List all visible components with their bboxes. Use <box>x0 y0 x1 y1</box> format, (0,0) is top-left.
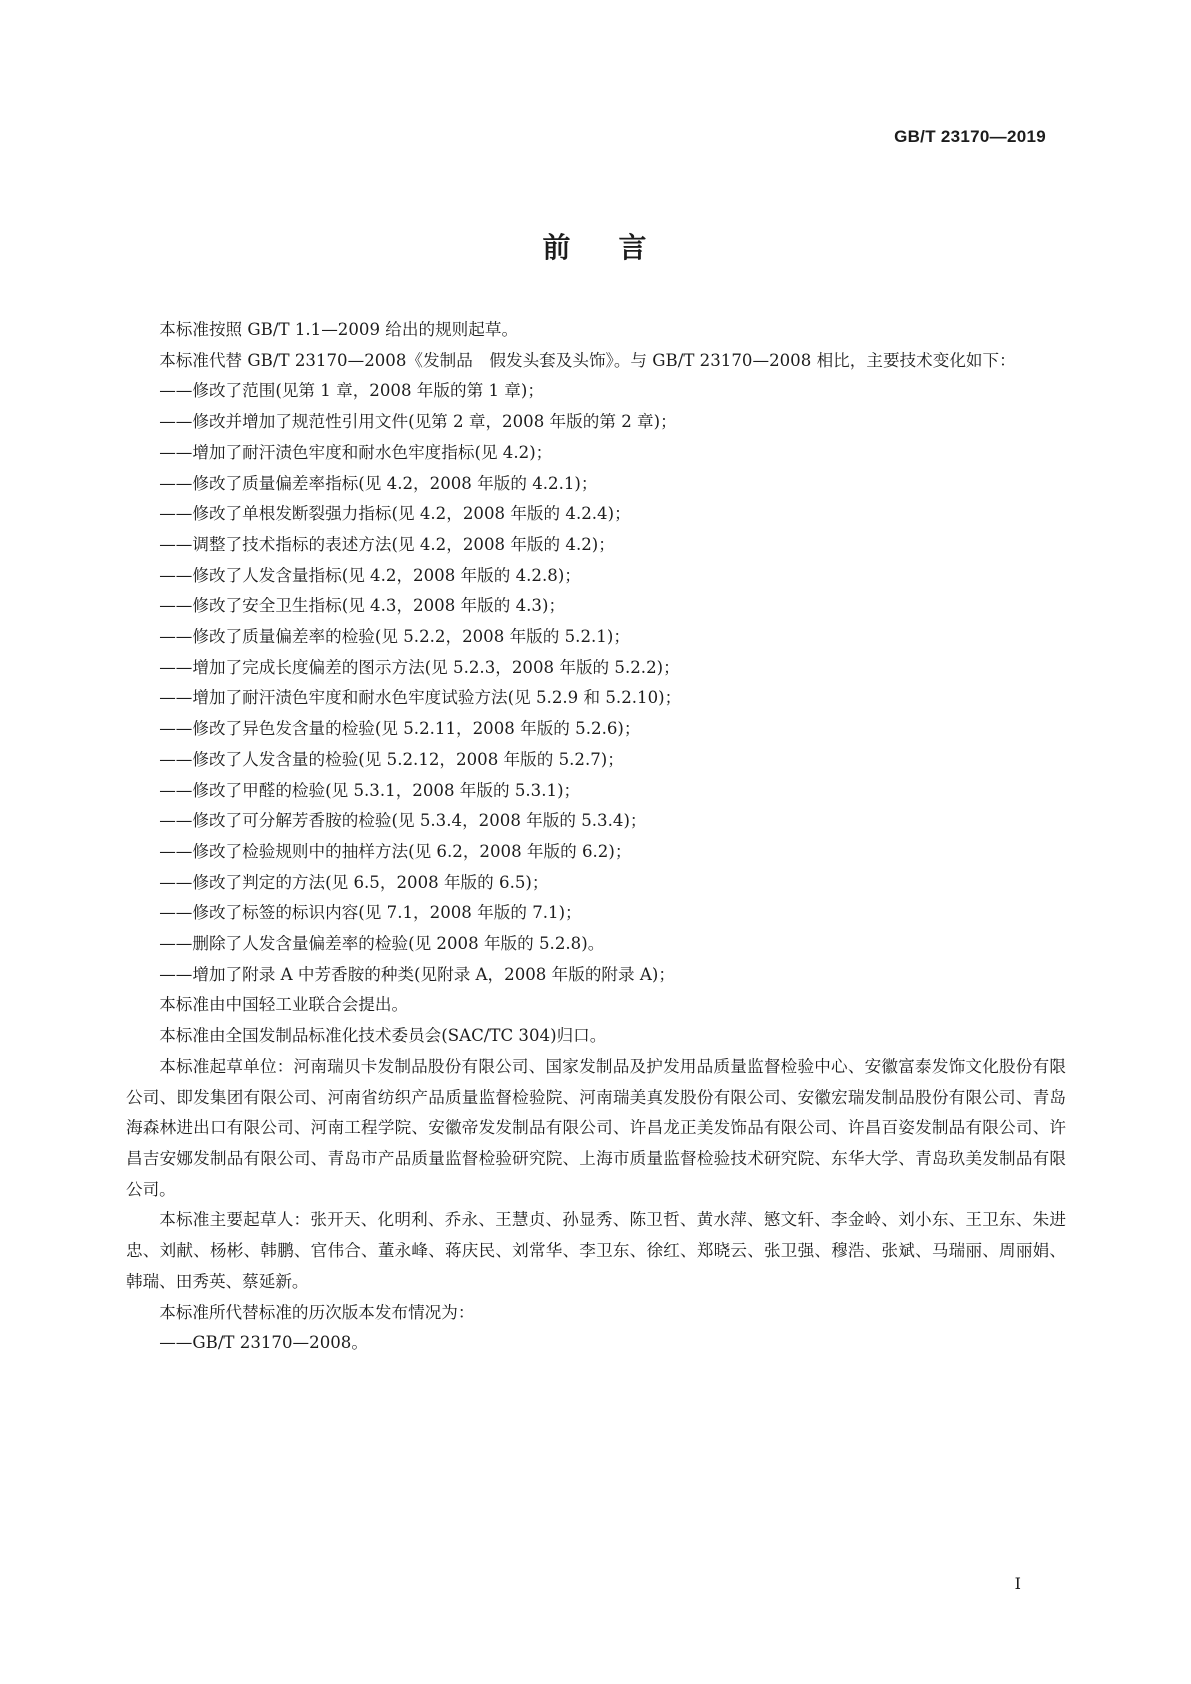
change-item: ——修改了异色发含量的检验(见 5.2.11，2008 年版的 5.2.6)； <box>159 719 641 739</box>
foreword-body <box>126 315 1066 1359</box>
change-item: ——修改了人发含量的检验(见 5.2.12，2008 年版的 5.2.7)； <box>159 749 624 769</box>
page-title <box>0 226 1191 266</box>
change-item: ——修改了判定的方法(见 6.5，2008 年版的 6.5)； <box>159 872 549 892</box>
change-item: ——修改了单根发断裂强力指标(见 4.2，2008 年版的 4.2.4)； <box>159 504 631 524</box>
change-item: ——增加了附录 A 中芳香胺的种类(见附录 A，2008 年版的附录 A)； <box>159 964 675 984</box>
paragraph-replaces: 本标准代替 GB/T 23170—2008《发制品 假发头套及头饰》。与 GB/T 23170—2008 相比，主要技术变化如下： <box>159 350 1016 370</box>
change-item: ——修改了标签的标识内容(见 7.1，2008 年版的 7.1)； <box>159 903 582 923</box>
paragraph-drafting-units: 本标准起草单位：河南瑞贝卡发制品股份有限公司、国家发制品及护发用品质量监督检验中心、安徽富泰发饰文化股份有限公司、即发集团有限公司、河南省纺织产品质量监督检验院、河南瑞美真发股份有限公司、安徽宏瑞发制品股份有限公司、青岛海森林进出口有限公司、河南工程学院、安徽帝发发制品有限公司、许昌龙正美发饰品有限公司、许昌百姿发制品有限公司、许昌吉安娜发制品有限公司、青岛市产品质量监督检验研究院、上海市质量监督检验技术研究院、东华大学、青岛玖美发制品有限公司。 <box>126 1056 1066 1199</box>
paragraph-drafters: 本标准主要起草人：张开天、化明利、乔永、王慧贞、孙显秀、陈卫哲、黄水萍、慜文轩、李金岭、刘小东、王卫东、朱进忠、刘献、杨彬、韩鹏、官伟合、董永峰、蒋庆民、刘常华、李卫东、徐红、郑晓云、张卫强、穆浩、张斌、马瑞丽、周丽娟、韩瑞、田秀英、蔡延新。 <box>126 1210 1066 1291</box>
change-item: ——修改了可分解芳香胺的检验(见 5.3.4，2008 年版的 5.3.4)； <box>159 811 647 831</box>
paragraph-drafting-rules: 本标准按照 GB/T 1.1—2009 给出的规则起草。 <box>159 320 519 339</box>
history-item: ——GB/T 23170—2008。 <box>159 1333 368 1353</box>
change-item: ——修改了检验规则中的抽样方法(见 6.2，2008 年版的 6.2)； <box>159 841 632 861</box>
paragraph-history-intro: 本标准所代替标准的历次版本发布情况为： <box>159 1302 475 1322</box>
change-item: ——修改了质量偏差率的检验(见 5.2.2，2008 年版的 5.2.1)； <box>159 627 630 647</box>
change-item: ——调整了技术指标的表述方法(见 4.2，2008 年版的 4.2)； <box>159 534 615 554</box>
page-title-char-2: 言 <box>618 231 649 264</box>
page-title-char-1: 前 <box>542 231 573 264</box>
standard-number: GB/T 23170—2019 <box>894 127 1046 146</box>
change-item: ——修改了安全卫生指标(见 4.3，2008 年版的 4.3)； <box>159 596 566 616</box>
change-item: ——修改了质量偏差率指标(见 4.2，2008 年版的 4.2.1)； <box>159 473 598 493</box>
paragraph-proposed-by: 本标准由中国轻工业联合会提出。 <box>159 995 409 1015</box>
change-item: ——修改了甲醛的检验(见 5.3.1，2008 年版的 5.3.1)； <box>159 780 581 800</box>
change-item: ——删除了人发含量偏差率的检验(见 2008 年版的 5.2.8)。 <box>159 934 605 954</box>
change-item: ——增加了耐汗渍色牢度和耐水色牢度试验方法(见 5.2.9 和 5.2.10)； <box>159 688 682 708</box>
change-item: ——修改了范围(见第 1 章，2008 年版的第 1 章)； <box>159 381 544 401</box>
change-item: ——修改了人发含量指标(见 4.2，2008 年版的 4.2.8)； <box>159 565 581 585</box>
change-item: ——增加了耐汗渍色牢度和耐水色牢度指标(见 4.2)； <box>159 442 553 462</box>
change-item: ——增加了完成长度偏差的图示方法(见 5.2.3，2008 年版的 5.2.2)； <box>159 657 680 677</box>
paragraph-centralized-by: 本标准由全国发制品标准化技术委员会(SAC/TC 304)归口。 <box>159 1026 607 1046</box>
page-number: I <box>1014 1574 1021 1593</box>
change-item: ——修改并增加了规范性引用文件(见第 2 章，2008 年版的第 2 章)； <box>159 412 677 432</box>
